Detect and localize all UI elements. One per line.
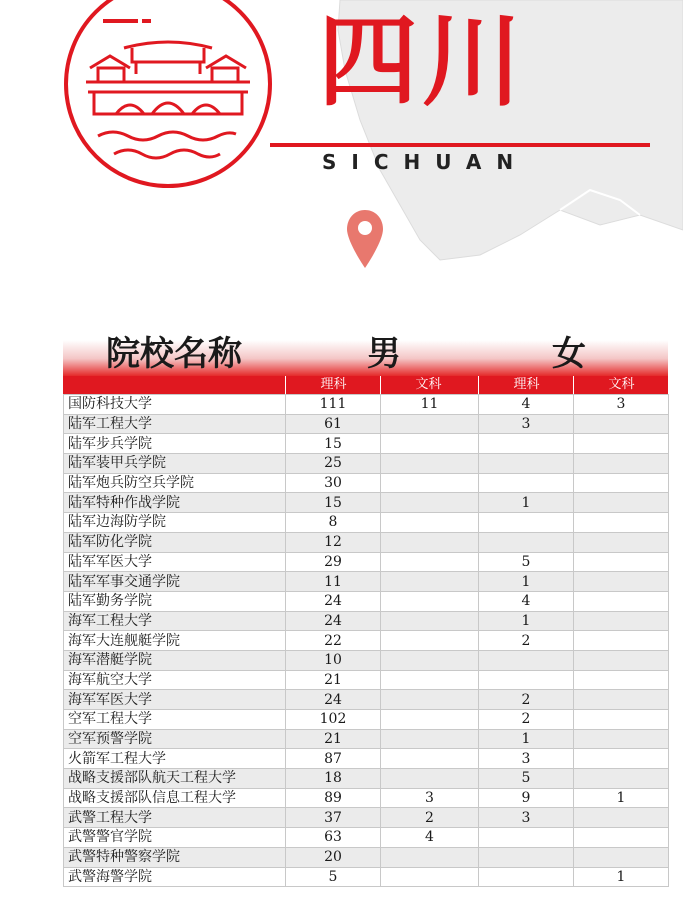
male-arts-cell [381,454,479,474]
male-science-cell: 61 [286,414,381,434]
male-science-cell: 21 [286,670,381,690]
male-science-cell: 89 [286,788,381,808]
male-arts-cell [381,867,479,887]
male-science-cell: 63 [286,828,381,848]
male-arts-cell: 3 [381,788,479,808]
table-row [64,729,669,749]
table-row [64,847,669,867]
school-name-cell: 陆军工程大学 [64,414,286,434]
school-name-cell: 陆军军医大学 [64,552,286,572]
table-body [63,394,669,887]
female-arts-cell: 3 [574,395,669,415]
female-arts-cell [574,710,669,730]
school-name-cell: 陆军军事交通学院 [64,572,286,592]
male-science-cell: 15 [286,434,381,454]
column-header-name: 院校名称 [106,334,242,374]
female-arts-cell [574,690,669,710]
school-name-cell: 海军大连舰艇学院 [64,631,286,651]
female-science-cell [479,454,574,474]
school-name-cell: 战略支援部队航天工程大学 [64,769,286,789]
female-arts-cell [574,552,669,572]
table-row [64,532,669,552]
male-science-cell: 21 [286,729,381,749]
male-arts-cell: 2 [381,808,479,828]
female-science-cell [479,473,574,493]
male-science-cell: 37 [286,808,381,828]
female-science-cell [479,828,574,848]
table-row [64,454,669,474]
male-arts-cell [381,611,479,631]
table-row [64,611,669,631]
male-science-cell: 24 [286,591,381,611]
female-science-cell [479,867,574,887]
female-arts-cell [574,473,669,493]
female-arts-cell [574,749,669,769]
school-name-cell: 空军预警学院 [64,729,286,749]
male-science-cell: 8 [286,513,381,533]
school-name-cell: 战略支援部队信息工程大学 [64,788,286,808]
school-name-cell: 海军航空大学 [64,670,286,690]
female-science-cell: 4 [479,591,574,611]
table-row [64,867,669,887]
school-name-cell: 火箭军工程大学 [64,749,286,769]
female-arts-cell [574,769,669,789]
page-title: 四川 [318,3,526,120]
school-name-cell: 陆军防化学院 [64,532,286,552]
school-name-cell: 空军工程大学 [64,710,286,730]
female-arts-cell: 1 [574,867,669,887]
female-science-cell: 3 [479,749,574,769]
male-arts-cell [381,650,479,670]
subheader-female-science: 理科 [478,376,574,394]
male-arts-cell [381,631,479,651]
male-science-cell: 20 [286,847,381,867]
female-arts-cell [574,454,669,474]
female-science-cell: 1 [479,611,574,631]
school-name-cell: 陆军装甲兵学院 [64,454,286,474]
male-arts-cell [381,532,479,552]
female-arts-cell [574,532,669,552]
male-science-cell: 10 [286,650,381,670]
table-row [64,552,669,572]
female-arts-cell [574,808,669,828]
female-science-cell [479,434,574,454]
male-science-cell: 12 [286,532,381,552]
female-science-cell: 3 [479,808,574,828]
female-science-cell: 5 [479,769,574,789]
header-banner [0,0,683,300]
male-arts-cell [381,670,479,690]
table-row [64,670,669,690]
page-subtitle: SICHUAN [322,150,529,174]
female-science-cell [479,513,574,533]
table-row [64,690,669,710]
table-subheader [63,376,668,394]
emblem-icon [58,0,278,198]
female-science-cell [479,670,574,690]
male-arts-cell [381,414,479,434]
female-arts-cell [574,611,669,631]
location-pin-icon [345,208,385,272]
school-name-cell: 陆军边海防学院 [64,513,286,533]
female-arts-cell [574,493,669,513]
school-name-cell: 海军潜艇学院 [64,650,286,670]
female-science-cell: 4 [479,395,574,415]
male-arts-cell [381,591,479,611]
female-arts-cell [574,572,669,592]
male-arts-cell [381,729,479,749]
admission-table [63,318,668,887]
female-science-cell: 2 [479,690,574,710]
male-science-cell: 25 [286,454,381,474]
female-science-cell: 9 [479,788,574,808]
table-row [64,493,669,513]
male-science-cell: 22 [286,631,381,651]
female-arts-cell [574,591,669,611]
table-row [64,808,669,828]
school-name-cell: 陆军特种作战学院 [64,493,286,513]
subheader-male-arts: 文科 [380,376,476,394]
school-name-cell: 海军工程大学 [64,611,286,631]
school-name-cell: 武警海警学院 [64,867,286,887]
male-arts-cell [381,572,479,592]
male-science-cell: 24 [286,690,381,710]
female-arts-cell [574,670,669,690]
table-row [64,434,669,454]
school-name-cell: 国防科技大学 [64,395,286,415]
table-row [64,572,669,592]
subheader-female-arts: 文科 [573,376,669,394]
female-arts-cell [574,513,669,533]
male-arts-cell [381,552,479,572]
school-name-cell: 陆军步兵学院 [64,434,286,454]
school-name-cell: 武警工程大学 [64,808,286,828]
male-arts-cell [381,710,479,730]
table-row [64,513,669,533]
female-science-cell: 1 [479,729,574,749]
table-row [64,473,669,493]
female-science-cell [479,650,574,670]
female-science-cell: 5 [479,552,574,572]
female-arts-cell [574,828,669,848]
school-name-cell: 海军军医大学 [64,690,286,710]
table-row [64,395,669,415]
table-row [64,788,669,808]
female-science-cell: 3 [479,414,574,434]
male-arts-cell [381,847,479,867]
subheader-male-science: 理科 [285,376,381,394]
male-science-cell: 29 [286,552,381,572]
male-science-cell: 24 [286,611,381,631]
male-arts-cell: 11 [381,395,479,415]
male-arts-cell [381,513,479,533]
table-row [64,769,669,789]
female-arts-cell [574,434,669,454]
table-row [64,828,669,848]
table-row [64,650,669,670]
column-header-male: 男 [367,334,401,374]
male-science-cell: 5 [286,867,381,887]
table-row [64,631,669,651]
school-name-cell: 陆军勤务学院 [64,591,286,611]
female-arts-cell [574,414,669,434]
school-name-cell: 陆军炮兵防空兵学院 [64,473,286,493]
male-science-cell: 18 [286,769,381,789]
male-arts-cell [381,434,479,454]
school-name-cell: 武警警官学院 [64,828,286,848]
male-arts-cell [381,493,479,513]
male-arts-cell [381,749,479,769]
table-row [64,710,669,730]
female-science-cell: 2 [479,631,574,651]
male-science-cell: 87 [286,749,381,769]
male-science-cell: 111 [286,395,381,415]
school-name-cell: 武警特种警察学院 [64,847,286,867]
male-science-cell: 30 [286,473,381,493]
female-science-cell [479,847,574,867]
table-row [64,414,669,434]
female-science-cell: 1 [479,572,574,592]
female-arts-cell [574,631,669,651]
female-arts-cell [574,729,669,749]
female-science-cell: 2 [479,710,574,730]
female-arts-cell [574,847,669,867]
male-arts-cell [381,690,479,710]
table-row [64,591,669,611]
male-science-cell: 102 [286,710,381,730]
male-science-cell: 11 [286,572,381,592]
female-science-cell [479,532,574,552]
column-header-female: 女 [552,334,586,374]
female-arts-cell [574,650,669,670]
table-header-band [63,318,668,376]
title-divider [270,143,650,147]
male-arts-cell [381,769,479,789]
male-science-cell: 15 [286,493,381,513]
female-science-cell: 1 [479,493,574,513]
table-row [64,749,669,769]
male-arts-cell: 4 [381,828,479,848]
male-arts-cell [381,473,479,493]
female-arts-cell: 1 [574,788,669,808]
